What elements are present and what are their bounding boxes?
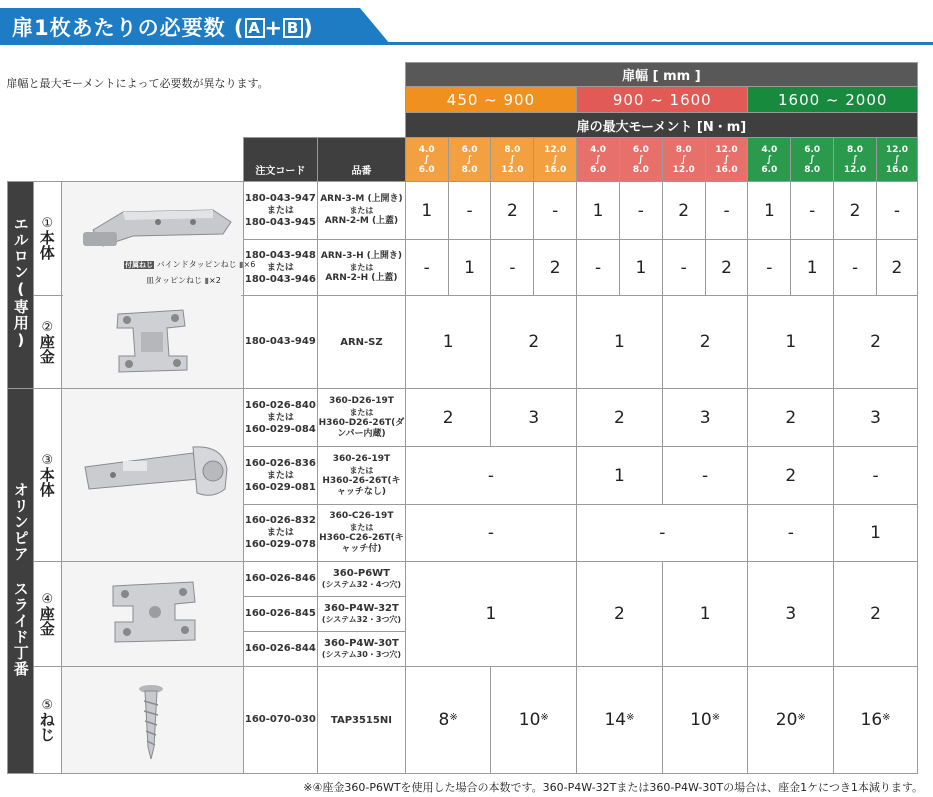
accessory-line-1: 付属ねじ バインドタッピンねじ ▮×6 xyxy=(125,260,256,269)
order-code-cell: 160-026-840 または 160-029-084 xyxy=(243,389,317,447)
part-5-label: ⑤ ねじ xyxy=(33,667,62,774)
qty-cell: 2 xyxy=(662,182,705,240)
intro-cell xyxy=(8,63,406,138)
title-banner xyxy=(0,0,933,50)
screw-image xyxy=(63,667,241,769)
product-photo-erulon-plate xyxy=(62,296,244,389)
qty-cell: 3 xyxy=(491,389,577,447)
product-cell: 360-P4W-30T (システム30・3つ穴) xyxy=(318,632,406,667)
qty-cell: 3 xyxy=(748,562,834,667)
qty-cell: 20※ xyxy=(748,667,834,774)
qty-cell: 1 xyxy=(748,182,791,240)
qty-cell: - xyxy=(619,182,662,240)
product-header: 品番 xyxy=(318,138,406,182)
product-cell: 360-D26-19T または H360-D26-26T(ダンパー内蔵) xyxy=(318,389,406,447)
order-code-cell: 160-026-845 xyxy=(243,597,317,632)
product-photo-olympia-plate xyxy=(62,562,244,667)
product-photo-screw xyxy=(62,667,244,774)
group-erulon: エルロン(専用) xyxy=(8,182,34,389)
page-title: 扉1枚あたりの必要数 ( A + B ) xyxy=(12,16,314,40)
moment-header: 扉の最大モーメント [N・m] xyxy=(405,113,917,138)
qty-cell: 2 xyxy=(834,182,877,240)
qty-cell: 16※ xyxy=(834,667,918,774)
qty-cell: 2 xyxy=(876,240,917,296)
group-olympia: オリンピア スライド丁番 xyxy=(8,389,34,774)
qty-cell: - xyxy=(791,182,834,240)
part-4-label: ④ 座金 xyxy=(33,562,62,667)
qty-cell: - xyxy=(834,447,918,504)
qty-cell: 1 xyxy=(577,296,663,389)
moment-cell: 12.0 ∫ 16.0 xyxy=(534,138,577,182)
qty-cell: - xyxy=(834,240,877,296)
requirement-table xyxy=(7,62,918,774)
qty-cell: 1 xyxy=(834,504,918,561)
order-code-cell: 180-043-948 または 180-043-946 xyxy=(243,240,317,296)
range-orange: 450 ~ 900 xyxy=(405,87,576,113)
qty-cell: 2 xyxy=(491,296,577,389)
order-code-cell: 180-043-947 または 180-043-945 xyxy=(243,182,317,240)
moment-cell: 6.0 ∫ 8.0 xyxy=(791,138,834,182)
product-cell: 360-C26-19T または H360-C26-26T(キャッチ付) xyxy=(318,504,406,561)
qty-cell: 2 xyxy=(577,389,663,447)
qty-cell: 1 xyxy=(791,240,834,296)
qty-cell: - xyxy=(448,182,491,240)
order-code-cell: 160-026-846 xyxy=(243,562,317,597)
banner-underline xyxy=(0,42,933,45)
order-code-cell: 160-070-030 xyxy=(243,667,317,774)
qty-cell: - xyxy=(577,240,620,296)
qty-cell: 2 xyxy=(705,240,748,296)
qty-cell: 1 xyxy=(405,296,491,389)
qty-cell: 2 xyxy=(662,296,748,389)
qty-cell: 1 xyxy=(619,240,662,296)
mounting-plate-image xyxy=(63,296,241,384)
product-photo-erulon-body xyxy=(62,182,256,296)
moment-cell: 6.0 ∫ 8.0 xyxy=(619,138,662,182)
product-cell: ARN-3-M (上開き) または ARN-2-M (上蓋) xyxy=(318,182,406,240)
moment-cell: 4.0 ∫ 6.0 xyxy=(577,138,620,182)
product-cell: 360-P6WT (システム32・4つ穴) xyxy=(318,562,406,597)
range-red: 900 ~ 1600 xyxy=(577,87,748,113)
washer-plate-image xyxy=(63,562,241,662)
qty-cell: - xyxy=(405,240,448,296)
product-photo-olympia-body xyxy=(62,389,244,562)
qty-cell: 8※ xyxy=(405,667,491,774)
qty-cell: 1 xyxy=(405,562,576,667)
qty-cell: 2 xyxy=(748,447,834,504)
qty-cell: 14※ xyxy=(577,667,663,774)
product-cell: 360-P4W-32T (システム32・3つ穴) xyxy=(318,597,406,632)
qty-cell: 3 xyxy=(662,389,748,447)
moment-cell: 8.0 ∫ 12.0 xyxy=(662,138,705,182)
moment-cell: 4.0 ∫ 6.0 xyxy=(405,138,448,182)
moment-cell: 4.0 ∫ 6.0 xyxy=(748,138,791,182)
moment-cell: 12.0 ∫ 16.0 xyxy=(705,138,748,182)
qty-cell: 10※ xyxy=(662,667,748,774)
qty-cell: - xyxy=(705,182,748,240)
qty-cell: 1 xyxy=(662,562,748,667)
order-code-cell: 160-026-832 または 160-029-078 xyxy=(243,504,317,561)
qty-cell: 1 xyxy=(405,182,448,240)
order-code-cell: 160-026-844 xyxy=(243,632,317,667)
product-cell: TAP3515NI xyxy=(318,667,406,774)
product-cell: 360-26-19T または H360-26-26T(キャッチなし) xyxy=(318,447,406,504)
moment-cell: 8.0 ∫ 12.0 xyxy=(491,138,534,182)
qty-cell: 1 xyxy=(448,240,491,296)
intro-text: 扉幅と最大モーメントによって必要数が異なります。 xyxy=(6,76,269,90)
qty-cell: - xyxy=(662,240,705,296)
qty-cell: - xyxy=(662,447,748,504)
part-1-label: ① 本体 xyxy=(33,182,62,296)
qty-cell: 2 xyxy=(491,182,534,240)
qty-cell: 1 xyxy=(577,182,620,240)
qty-cell: - xyxy=(405,447,576,504)
qty-cell: 2 xyxy=(834,296,918,389)
qty-cell: - xyxy=(748,504,834,561)
order-code-header: 注文コード xyxy=(243,138,317,182)
qty-cell: - xyxy=(491,240,534,296)
box-b: B xyxy=(283,18,303,38)
moment-cell: 8.0 ∫ 12.0 xyxy=(834,138,877,182)
box-a: A xyxy=(245,18,265,38)
qty-cell: 2 xyxy=(405,389,491,447)
qty-cell: 3 xyxy=(834,389,918,447)
qty-cell: 1 xyxy=(577,447,663,504)
footnote: ※④座金360-P6WTを使用した場合の本数です。360-P4W-32Tまたは360-P4W-30Tの場合は、座金1ケにつき1本減ります。 xyxy=(303,781,923,794)
qty-cell: 2 xyxy=(834,562,918,667)
qty-cell: - xyxy=(748,240,791,296)
range-green: 1600 ~ 2000 xyxy=(748,87,918,113)
order-code-cell: 180-043-949 xyxy=(243,296,317,389)
qty-cell: 2 xyxy=(534,240,577,296)
moment-cell: 6.0 ∫ 8.0 xyxy=(448,138,491,182)
order-code-cell: 160-026-836 または 160-029-081 xyxy=(243,447,317,504)
slide-hinge-image xyxy=(63,389,241,557)
accessory-line-2: 皿タッピンねじ ▮×2 xyxy=(146,276,221,285)
qty-cell: 10※ xyxy=(491,667,577,774)
door-width-header: 扉幅 [ mm ] xyxy=(405,63,917,87)
qty-cell: 2 xyxy=(748,389,834,447)
qty-cell: - xyxy=(876,182,917,240)
product-cell: ARN-3-H (上開き) または ARN-2-H (上蓋) xyxy=(318,240,406,296)
qty-cell: - xyxy=(405,504,576,561)
product-cell: ARN-SZ xyxy=(318,296,406,389)
moment-cell: 12.0 ∫ 16.0 xyxy=(876,138,917,182)
qty-cell: 2 xyxy=(577,562,663,667)
part-3-label: ③ 本体 xyxy=(33,389,62,562)
qty-cell: 1 xyxy=(748,296,834,389)
part-2-label: ② 座金 xyxy=(33,296,62,389)
qty-cell: - xyxy=(577,504,748,561)
blank-corner xyxy=(8,138,244,182)
qty-cell: - xyxy=(534,182,577,240)
